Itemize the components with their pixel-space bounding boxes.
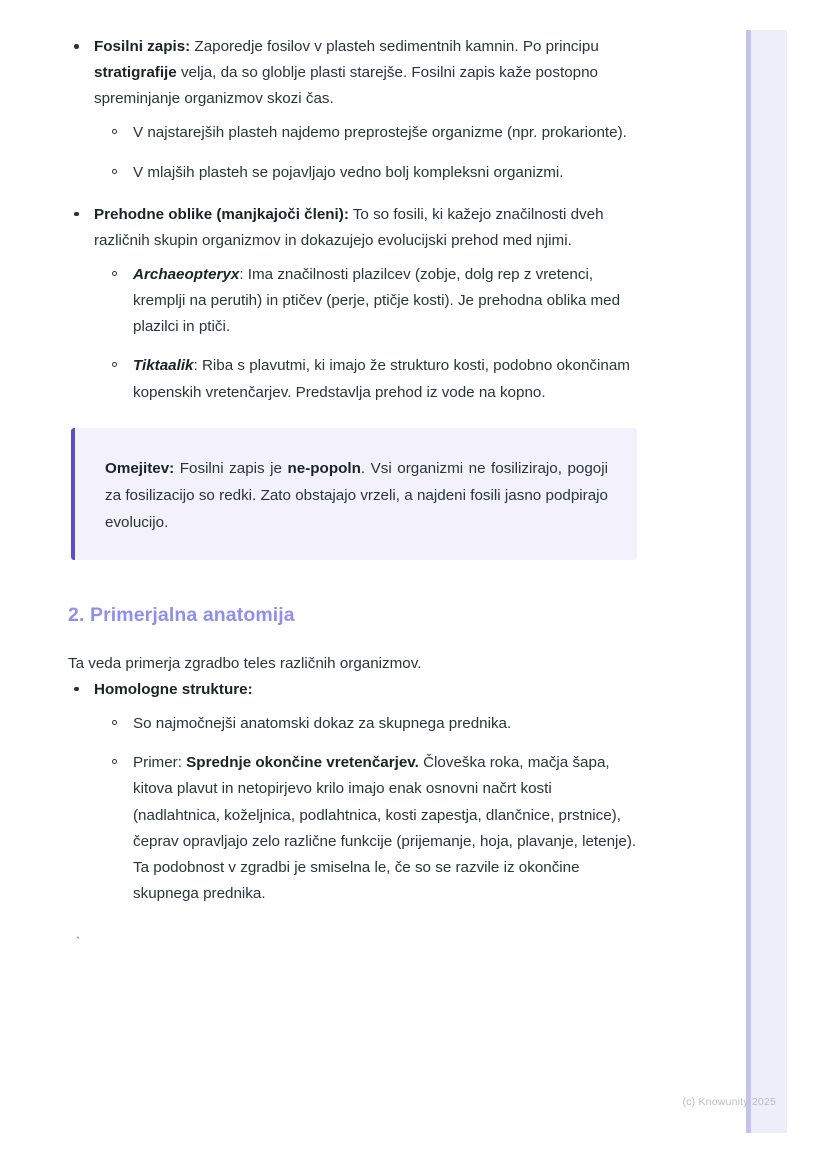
list-item-fosilni-zapis <box>68 34 638 186</box>
archaeopteryx-term: Archaeopteryx <box>133 265 240 283</box>
homologne-strukture-sublist <box>106 711 638 907</box>
limitation-callout <box>71 428 637 560</box>
archaeopteryx-text: : Ima značilnosti plazilcev (zobje, dolg rep z vretenci, kremplji na perutih) in ptičev (perje, ptičje kosti). Je prehodna oblika med plazilci in ptiči. <box>133 265 621 336</box>
primer-term: Sprednje okončine vretenčarjev. <box>186 754 419 772</box>
list-item-primer <box>106 750 638 907</box>
prehodne-oblike-sublist <box>106 262 638 406</box>
primer-prefix: Primer: <box>133 754 187 772</box>
homologne-sub-0-text: So najmočnejši anatomski dokaz za skupnega prednika. <box>133 715 512 733</box>
list-item-archaeopteryx <box>106 262 638 340</box>
list-item: V najstarejših plasteh najdemo preprostejše organizme (npr. prokarionte). <box>106 120 638 146</box>
homologne-strukture-subwrap <box>106 711 638 907</box>
tiktaalik-term: Tiktaalik <box>133 357 194 375</box>
list-item-prehodne-oblike <box>68 202 638 406</box>
tiktaalik-text: : Riba s plavutmi, ki imajo že strukturo kosti, podobno okončinam kopenskih vretenčarjev. Predstavlja prehod iz vode na kopno. <box>133 357 630 401</box>
fosilni-zapis-text-a: Zaporedje fosilov v plasteh sedimentnih kamnin. Po principu <box>190 38 599 55</box>
section-lead-paragraph: Ta veda primerja zgradbo teles različnih organizmov. <box>68 654 422 672</box>
callout-text-b: . Vsi organizmi ne fosilizirajo, pogoji za fosilizacijo so redki. Zato obstajajo vrzeli, a najdeni fosili jasno podpirajo evolucijo. <box>105 459 609 531</box>
prehodne-oblike-text: To so fosili, ki kažejo značilnosti dveh različnih skupin organizmov in dokazujejo evolucijski prehod med njimi. <box>94 205 604 249</box>
list-item: V mlajših plasteh se pojavljajo vedno bolj kompleksni organizmi. <box>106 160 638 186</box>
callout-label: Omejitev: <box>105 459 175 477</box>
prehodne-oblike-subwrap <box>106 262 638 406</box>
prehodne-oblike-term: Prehodne oblike (manjkajoči členi): <box>94 205 349 223</box>
stray-backtick-mark: ` <box>74 935 82 951</box>
callout-emphasis: ne-popoln <box>287 459 361 477</box>
primer-text: Človeška roka, mačja šapa, kitova plavut in netopirjevo krilo imajo enak osnovni načrt kosti (nadlahtnica, koželjnica, podlahtnica, kosti zapestja, dlančnice, prstnice), čeprav opravljajo zelo različne funkcije (prijemanje, hoja, plavanje, letenje). Ta podobnost v zgradbi je smiselna le, če so se razvile iz okončine skupnega prednika. <box>133 754 637 902</box>
anatomy-list <box>68 677 638 907</box>
callout-text-a: Fosilni zapis je <box>174 459 288 477</box>
fosilni-zapis-term: Fosilni zapis: <box>94 38 191 55</box>
evidence-list-fossil <box>68 34 638 406</box>
section-heading-primerjalna-anatomija: 2. Primerjalna anatomija <box>68 603 295 626</box>
fosilni-zapis-sublist <box>106 120 638 185</box>
fosilni-zapis-subwrap <box>106 120 638 185</box>
stratigrafije-term: stratigrafije <box>94 64 177 82</box>
fosilni-zapis-text-b: velja, da so globlje plasti starejše. Fosilni zapis kaže postopno spreminjanje organizmov skozi čas. <box>94 64 598 108</box>
list-item-tiktaalik <box>106 353 638 405</box>
copyright-footer: (c) Knowunity 2025 <box>682 1096 776 1108</box>
right-decorative-panel <box>746 30 787 1133</box>
homologne-strukture-term: Homologne strukture: <box>94 680 253 698</box>
list-item <box>106 711 638 737</box>
list-item-homologne-strukture <box>68 677 638 907</box>
